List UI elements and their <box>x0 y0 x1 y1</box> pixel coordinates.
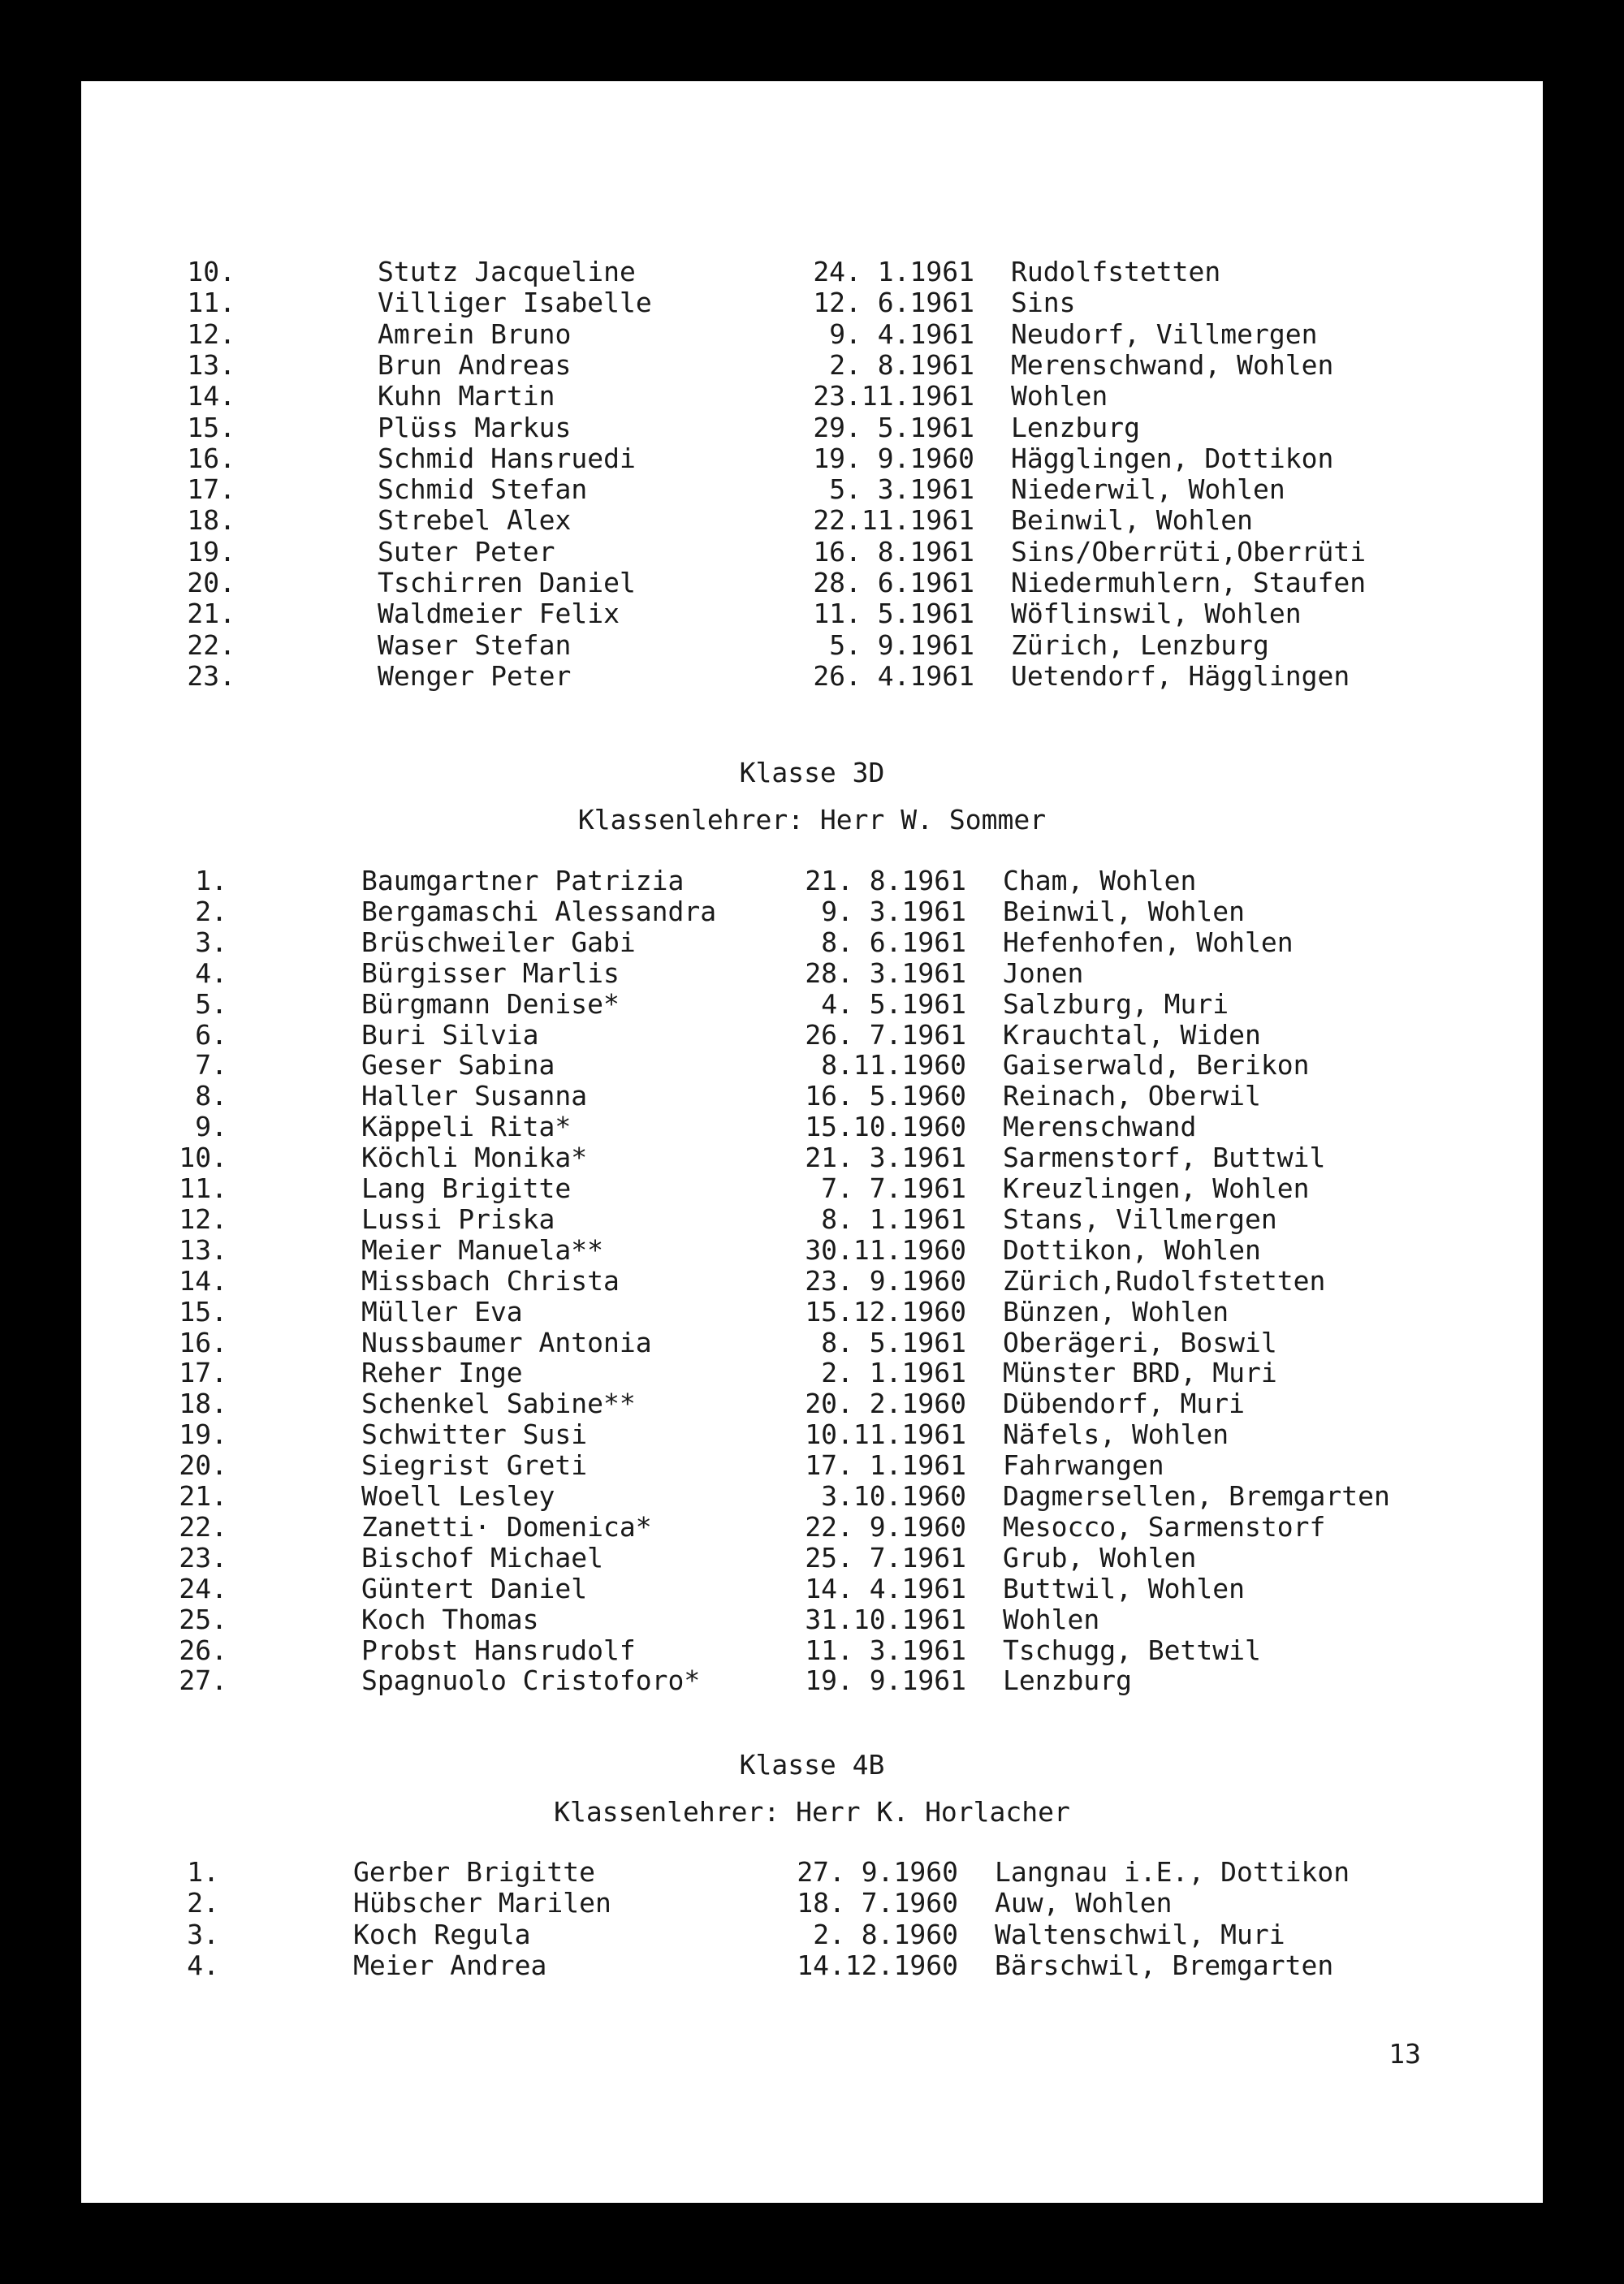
birth-date: 4. 5.1961 <box>821 987 966 1020</box>
hometown-residence: Lenzburg <box>1003 1664 1132 1697</box>
birth-date: 9. 4.1961 <box>829 317 974 350</box>
student-number: 20. <box>179 1449 227 1482</box>
student-name: Gerber Brigitte <box>353 1856 596 1888</box>
student-name: Müller Eva <box>361 1295 523 1328</box>
student-number: 10. <box>187 256 235 287</box>
student-name: Haller Susanna <box>361 1080 588 1112</box>
student-number: 17. <box>179 1357 227 1389</box>
student-name: Villiger Isabelle <box>378 287 652 319</box>
student-row <box>81 1173 1543 1204</box>
student-number: 8. <box>195 1080 227 1112</box>
student-name: Baumgartner Patrizia <box>361 865 685 896</box>
birth-date: 12. 6.1961 <box>813 287 974 319</box>
student-number: 4. <box>187 1949 219 1981</box>
student-row <box>81 1388 1543 1419</box>
hometown-residence: Sins <box>1011 287 1076 319</box>
hometown-residence: Wöflinswil, Wohlen <box>1011 598 1302 630</box>
student-number: 13. <box>187 348 235 381</box>
student-name: Nussbaumer Antonia <box>361 1326 652 1358</box>
student-number: 11. <box>179 1172 227 1204</box>
hometown-residence: Niederwil, Wohlen <box>1011 473 1285 506</box>
hometown-residence: Beinwil, Wohlen <box>1011 504 1254 537</box>
page-number: 13 <box>1389 2038 1421 2070</box>
student-name: Käppeli Rita* <box>361 1111 572 1143</box>
student-row <box>81 1574 1543 1604</box>
student-number: 10. <box>179 1142 227 1174</box>
birth-date: 2. 8.1961 <box>829 348 974 381</box>
document-page <box>81 81 1543 2203</box>
birth-date: 8. 5.1961 <box>821 1326 966 1358</box>
student-row <box>81 1050 1543 1081</box>
student-number: 12. <box>179 1202 227 1235</box>
student-number: 21. <box>187 598 235 630</box>
hometown-residence: Buttwil, Wohlen <box>1003 1572 1246 1604</box>
birth-date: 15.10.1960 <box>805 1111 966 1143</box>
student-row <box>81 443 1543 474</box>
student-row <box>81 1204 1543 1235</box>
birth-date: 26. 7.1961 <box>805 1018 966 1051</box>
hometown-residence: Lenzburg <box>1011 411 1140 443</box>
student-name: Brun Andreas <box>378 348 572 381</box>
hometown-residence: Bärschwil, Bremgarten <box>995 1949 1334 1981</box>
birth-date: 20. 2.1960 <box>805 1388 966 1420</box>
hometown-residence: Merenschwand, Wohlen <box>1011 348 1334 381</box>
student-row <box>81 350 1543 381</box>
student-number: 16. <box>187 442 235 474</box>
student-name: Bischof Michael <box>361 1541 604 1574</box>
student-name: Brüschweiler Gabi <box>361 926 636 958</box>
student-number: 14. <box>179 1264 227 1297</box>
student-row <box>81 630 1543 661</box>
student-number: 22. <box>187 628 235 661</box>
birth-date: 15.12.1960 <box>805 1295 966 1328</box>
birth-date: 7. 7.1961 <box>821 1172 966 1204</box>
student-name: Schwitter Susi <box>361 1418 588 1451</box>
student-number: 7. <box>195 1049 227 1082</box>
birth-date: 11. 3.1961 <box>805 1634 966 1666</box>
student-name: Schenkel Sabine** <box>361 1388 636 1420</box>
student-name: Plüss Markus <box>378 411 572 443</box>
birth-date: 8. 1.1961 <box>821 1202 966 1235</box>
hometown-residence: Zürich,Rudolfstetten <box>1003 1264 1326 1297</box>
hometown-residence: Dottikon, Wohlen <box>1003 1233 1261 1266</box>
birth-date: 14. 4.1961 <box>805 1572 966 1604</box>
student-name: Waldmeier Felix <box>378 598 620 630</box>
birth-date: 21. 3.1961 <box>805 1142 966 1174</box>
birth-date: 22. 9.1960 <box>805 1510 966 1543</box>
student-name: Bergamaschi Alessandra <box>361 895 717 927</box>
student-number: 9. <box>195 1111 227 1143</box>
student-name: Schmid Hansruedi <box>378 442 636 474</box>
birth-date: 14.12.1960 <box>797 1949 958 1981</box>
student-number: 4. <box>195 956 227 989</box>
student-number: 3. <box>187 1918 219 1950</box>
student-row <box>81 319 1543 350</box>
student-name: Güntert Daniel <box>361 1572 588 1604</box>
student-row <box>81 1888 1543 1919</box>
student-row <box>81 381 1543 412</box>
student-row <box>81 896 1543 927</box>
birth-date: 22.11.1961 <box>813 504 974 537</box>
student-number: 23. <box>179 1541 227 1574</box>
hometown-residence: Beinwil, Wohlen <box>1003 895 1246 927</box>
student-number: 27. <box>179 1664 227 1697</box>
student-row <box>81 1665 1543 1696</box>
student-row <box>81 866 1543 896</box>
student-row <box>81 958 1543 989</box>
student-row <box>81 537 1543 568</box>
student-name: Strebel Alex <box>378 504 572 537</box>
hometown-residence: Dagmersellen, Bremgarten <box>1003 1480 1390 1512</box>
student-number: 19. <box>179 1418 227 1451</box>
class-3d-title: Klasse 3D <box>739 757 885 788</box>
student-name: Missbach Christa <box>361 1264 620 1297</box>
student-row <box>81 568 1543 598</box>
student-row <box>81 1266 1543 1297</box>
hometown-residence: Langnau i.E., Dottikon <box>995 1856 1350 1888</box>
student-name: Lang Brigitte <box>361 1172 572 1204</box>
student-row <box>81 1543 1543 1574</box>
student-row <box>81 474 1543 505</box>
student-name: Lussi Priska <box>361 1202 555 1235</box>
student-name: Waser Stefan <box>378 628 572 661</box>
student-name: Köchli Monika* <box>361 1142 588 1174</box>
student-row <box>81 1512 1543 1543</box>
student-name: Probst Hansrudolf <box>361 1634 636 1666</box>
student-name: Bürgisser Marlis <box>361 956 620 989</box>
student-number: 14. <box>187 380 235 412</box>
student-name: Siegrist Greti <box>361 1449 588 1482</box>
birth-date: 29. 5.1961 <box>813 411 974 443</box>
student-name: Koch Regula <box>353 1918 531 1950</box>
student-number: 23. <box>187 659 235 692</box>
student-row <box>81 1450 1543 1481</box>
student-row <box>81 287 1543 318</box>
student-row <box>81 1857 1543 1888</box>
student-name: Kuhn Martin <box>378 380 555 412</box>
hometown-residence: Oberägeri, Boswil <box>1003 1326 1277 1358</box>
student-name: Meier Manuela** <box>361 1233 604 1266</box>
student-number: 5. <box>195 987 227 1020</box>
hometown-residence: Wohlen <box>1003 1603 1100 1635</box>
hometown-residence: Bünzen, Wohlen <box>1003 1295 1229 1328</box>
student-row <box>81 1020 1543 1051</box>
student-row <box>81 1142 1543 1173</box>
student-number: 2. <box>187 1887 219 1919</box>
hometown-residence: Hägglingen, Dottikon <box>1011 442 1334 474</box>
hometown-residence: Auw, Wohlen <box>995 1887 1173 1919</box>
class-4b-teacher: Klassenlehrer: Herr K. Horlacher <box>554 1796 1070 1828</box>
student-name: Reher Inge <box>361 1357 523 1389</box>
student-row <box>81 1358 1543 1388</box>
student-number: 2. <box>195 895 227 927</box>
class-3d-teacher: Klassenlehrer: Herr W. Sommer <box>577 804 1047 835</box>
hometown-residence: Grub, Wohlen <box>1003 1541 1197 1574</box>
student-row <box>81 412 1543 443</box>
birth-date: 31.10.1961 <box>805 1603 966 1635</box>
student-row <box>81 1481 1543 1512</box>
hometown-residence: Jonen <box>1003 956 1084 989</box>
hometown-residence: Sarmenstorf, Buttwil <box>1003 1142 1326 1174</box>
student-name: Suter Peter <box>378 535 555 568</box>
hometown-residence: Kreuzlingen, Wohlen <box>1003 1172 1310 1204</box>
birth-date: 25. 7.1961 <box>805 1541 966 1574</box>
hometown-residence: Waltenschwil, Muri <box>995 1918 1285 1950</box>
birth-date: 2. 1.1961 <box>821 1357 966 1389</box>
student-number: 13. <box>179 1233 227 1266</box>
student-number: 21. <box>179 1480 227 1512</box>
birth-date: 8. 6.1961 <box>821 926 966 958</box>
hometown-residence: Sins/Oberrüti,Oberrüti <box>1011 535 1367 568</box>
hometown-residence: Näfels, Wohlen <box>1003 1418 1229 1451</box>
student-row <box>81 1604 1543 1635</box>
birth-date: 28. 6.1961 <box>813 567 974 598</box>
student-row <box>81 598 1543 629</box>
hometown-residence: Merenschwand <box>1003 1111 1197 1143</box>
birth-date: 3.10.1960 <box>821 1480 966 1512</box>
student-row <box>81 1950 1543 1981</box>
student-name: Woell Lesley <box>361 1480 555 1512</box>
student-number: 19. <box>187 535 235 568</box>
birth-date: 2. 8.1960 <box>813 1918 958 1950</box>
student-number: 18. <box>187 504 235 537</box>
class-4b-title: Klasse 4B <box>739 1749 885 1781</box>
student-name: Tschirren Daniel <box>378 567 636 598</box>
student-row <box>81 989 1543 1020</box>
student-number: 1. <box>187 1856 219 1888</box>
student-number: 25. <box>179 1603 227 1635</box>
hometown-residence: Rudolfstetten <box>1011 256 1221 287</box>
birth-date: 16. 8.1961 <box>813 535 974 568</box>
hometown-residence: Dübendorf, Muri <box>1003 1388 1246 1420</box>
student-name: Wenger Peter <box>378 659 572 692</box>
student-row <box>81 1919 1543 1950</box>
student-row <box>81 1112 1543 1142</box>
student-number: 6. <box>195 1018 227 1051</box>
hometown-residence: Krauchtal, Widen <box>1003 1018 1261 1051</box>
student-number: 3. <box>195 926 227 958</box>
hometown-residence: Mesocco, Sarmenstorf <box>1003 1510 1326 1543</box>
hometown-residence: Münster BRD, Muri <box>1003 1357 1277 1389</box>
student-row <box>81 1297 1543 1328</box>
student-row <box>81 505 1543 536</box>
student-row <box>81 1235 1543 1266</box>
hometown-residence: Wohlen <box>1011 380 1108 412</box>
student-name: Bürgmann Denise* <box>361 987 620 1020</box>
student-name: Meier Andrea <box>353 1949 547 1981</box>
hometown-residence: Cham, Wohlen <box>1003 865 1197 896</box>
student-number: 24. <box>179 1572 227 1604</box>
student-row <box>81 257 1543 287</box>
birth-date: 5. 9.1961 <box>829 628 974 661</box>
student-row <box>81 661 1543 692</box>
student-row <box>81 1328 1543 1358</box>
birth-date: 19. 9.1960 <box>813 442 974 474</box>
birth-date: 21. 8.1961 <box>805 865 966 896</box>
student-number: 15. <box>187 411 235 443</box>
birth-date: 5. 3.1961 <box>829 473 974 506</box>
birth-date: 9. 3.1961 <box>821 895 966 927</box>
student-number: 1. <box>195 865 227 896</box>
birth-date: 27. 9.1960 <box>797 1856 958 1888</box>
student-number: 18. <box>179 1388 227 1420</box>
student-row <box>81 1081 1543 1112</box>
hometown-residence: Salzburg, Muri <box>1003 987 1229 1020</box>
student-name: Spagnuolo Cristoforo* <box>361 1664 701 1697</box>
hometown-residence: Uetendorf, Hägglingen <box>1011 659 1350 692</box>
student-name: Zanetti· Domenica* <box>361 1510 652 1543</box>
birth-date: 23. 9.1960 <box>805 1264 966 1297</box>
student-row <box>81 1419 1543 1450</box>
hometown-residence: Tschugg, Bettwil <box>1003 1634 1261 1666</box>
student-name: Buri Silvia <box>361 1018 539 1051</box>
birth-date: 26. 4.1961 <box>813 659 974 692</box>
birth-date: 17. 1.1961 <box>805 1449 966 1482</box>
student-number: 26. <box>179 1634 227 1666</box>
hometown-residence: Hefenhofen, Wohlen <box>1003 926 1294 958</box>
student-name: Geser Sabina <box>361 1049 555 1082</box>
student-number: 15. <box>179 1295 227 1328</box>
student-row <box>81 927 1543 958</box>
student-number: 11. <box>187 287 235 319</box>
student-row <box>81 1635 1543 1666</box>
student-name: Schmid Stefan <box>378 473 588 506</box>
birth-date: 10.11.1961 <box>805 1418 966 1451</box>
student-number: 17. <box>187 473 235 506</box>
student-number: 12. <box>187 317 235 350</box>
birth-date: 28. 3.1961 <box>805 956 966 989</box>
hometown-residence: Stans, Villmergen <box>1003 1202 1277 1235</box>
birth-date: 8.11.1960 <box>821 1049 966 1082</box>
student-name: Amrein Bruno <box>378 317 572 350</box>
hometown-residence: Neudorf, Villmergen <box>1011 317 1318 350</box>
student-number: 22. <box>179 1510 227 1543</box>
birth-date: 18. 7.1960 <box>797 1887 958 1919</box>
hometown-residence: Fahrwangen <box>1003 1449 1164 1482</box>
student-number: 20. <box>187 567 235 598</box>
birth-date: 19. 9.1961 <box>805 1664 966 1697</box>
birth-date: 16. 5.1960 <box>805 1080 966 1112</box>
student-name: Hübscher Marilen <box>353 1887 611 1919</box>
birth-date: 23.11.1961 <box>813 380 974 412</box>
hometown-residence: Reinach, Oberwil <box>1003 1080 1261 1112</box>
birth-date: 11. 5.1961 <box>813 598 974 630</box>
student-name: Koch Thomas <box>361 1603 539 1635</box>
hometown-residence: Zürich, Lenzburg <box>1011 628 1269 661</box>
student-name: Stutz Jacqueline <box>378 256 636 287</box>
student-number: 16. <box>179 1326 227 1358</box>
birth-date: 30.11.1960 <box>805 1233 966 1266</box>
hometown-residence: Niedermuhlern, Staufen <box>1011 567 1367 598</box>
birth-date: 24. 1.1961 <box>813 256 974 287</box>
hometown-residence: Gaiserwald, Berikon <box>1003 1049 1310 1082</box>
